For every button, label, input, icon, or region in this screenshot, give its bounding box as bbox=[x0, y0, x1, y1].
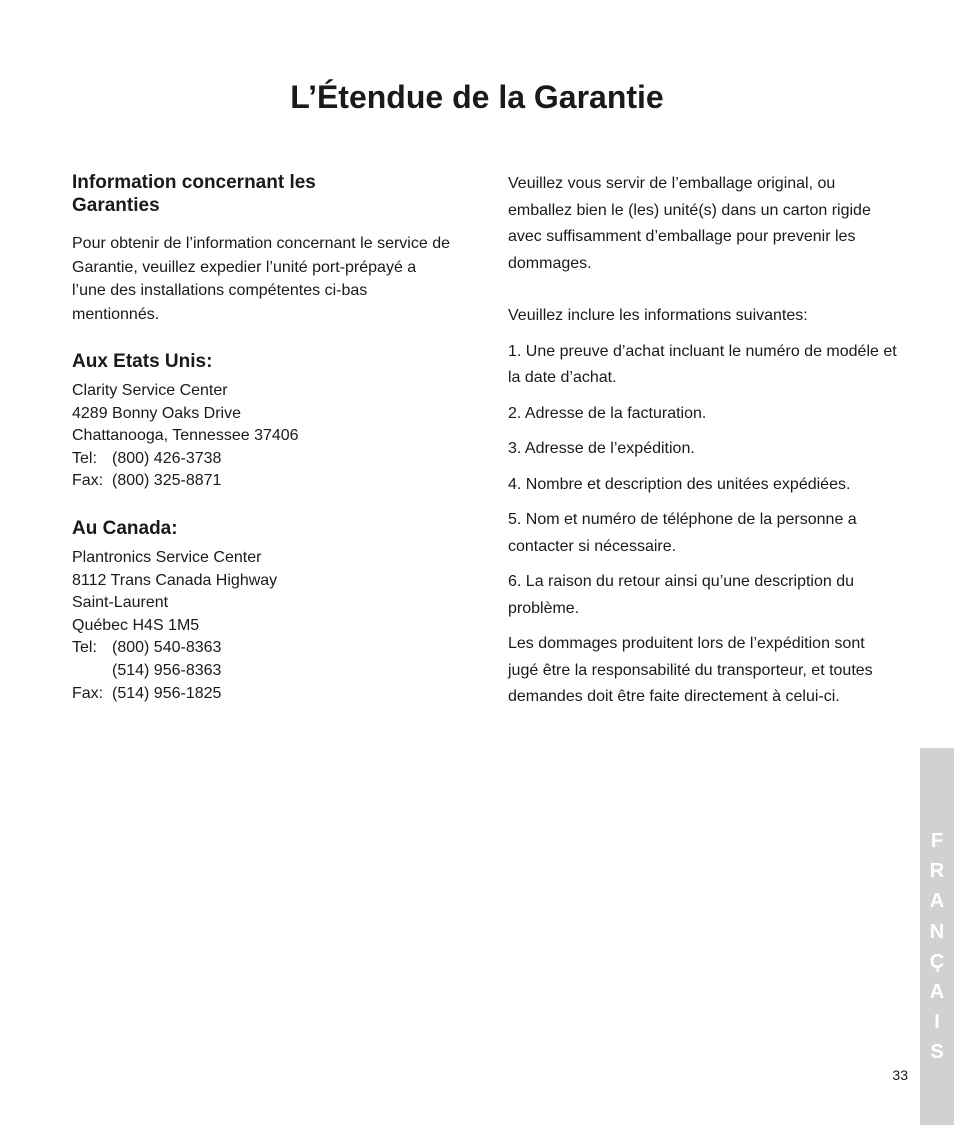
list-item: 2. Adresse de la facturation. bbox=[508, 404, 707, 422]
canada-fax-row bbox=[72, 683, 452, 706]
packing-instructions: Veuillez vous servir de l’emballage original, ou emballez bien le (les) unité(s) dans un carton rigide avec suffisamment d’emballage pour prevenir les dommages. bbox=[508, 175, 871, 272]
canada-tel-number-2: (514) 956-8363 bbox=[112, 661, 222, 679]
canada-address-line: Saint-Laurent bbox=[72, 594, 169, 612]
page-title: L’Étendue de la Garantie bbox=[290, 79, 664, 115]
damage-liability-text: Les dommages produitent lors de l’expédition sont jugé être la responsabilité du transporteur, et toutes demandes doit être faite directement à celui-ci. bbox=[508, 635, 873, 705]
us-address bbox=[72, 380, 452, 493]
us-address-line: 4289 Bonny Oaks Drive bbox=[72, 404, 241, 422]
canada-tel-label: Tel: bbox=[72, 639, 97, 657]
tab-letter: R bbox=[929, 860, 945, 883]
us-fax-row bbox=[72, 470, 452, 493]
canada-address bbox=[72, 547, 452, 705]
right-column bbox=[508, 171, 898, 711]
canada-tel-number: (800) 540-8363 bbox=[112, 639, 222, 657]
tab-letter: Ç bbox=[929, 950, 945, 973]
us-address-line: Clarity Service Center bbox=[72, 382, 228, 399]
tab-letter: N bbox=[929, 920, 945, 943]
warranty-info-heading: Information concernant les Garanties bbox=[72, 172, 316, 216]
us-address-line: Chattanooga, Tennessee 37406 bbox=[72, 427, 299, 445]
list-item: 1. Une preuve d’achat incluant le numéro de modéle et la date d’achat. bbox=[508, 342, 897, 386]
us-tel-row bbox=[72, 448, 452, 471]
tab-letter: S bbox=[930, 1041, 944, 1064]
tab-letter: A bbox=[929, 890, 945, 913]
canada-address-line: Plantronics Service Center bbox=[72, 548, 262, 566]
page-number: 33 bbox=[892, 1067, 908, 1083]
tab-letter: I bbox=[934, 1011, 940, 1034]
us-heading: Aux Etats Unis: bbox=[72, 351, 213, 372]
list-item: 3. Adresse de l’expédition. bbox=[508, 440, 695, 457]
canada-heading: Au Canada: bbox=[72, 517, 178, 539]
canada-tel-row bbox=[72, 637, 452, 660]
us-tel-number: (800) 426-3738 bbox=[112, 449, 222, 467]
list-item: 4. Nombre et description des unitées expédiées. bbox=[508, 475, 851, 493]
list-item: 5. Nom et numéro de téléphone de la personne a contacter si nécessaire. bbox=[508, 511, 857, 555]
tab-letter: F bbox=[930, 830, 944, 852]
us-fax-label: Fax: bbox=[72, 472, 104, 490]
canada-address-line: 8112 Trans Canada Highway bbox=[72, 571, 278, 589]
us-tel-label: Tel: bbox=[72, 449, 97, 467]
tab-letter: A bbox=[929, 981, 945, 1004]
canada-address-line: Québec H4S 1M5 bbox=[72, 616, 200, 634]
left-column bbox=[72, 171, 452, 705]
canada-fax-label: Fax: bbox=[72, 684, 104, 702]
canada-fax-number: (514) 956-1825 bbox=[112, 684, 222, 702]
us-fax-number: (800) 325-8871 bbox=[112, 472, 222, 490]
language-tab-label bbox=[920, 826, 954, 1068]
list-item: 6. La raison du retour ainsi qu’une description du problème. bbox=[508, 573, 854, 617]
warranty-info-text: Pour obtenir de l’information concernant le service de Garantie, veuillez expedier l’unité port-prépayé a l’une des installations compétentes ci-bas mentionnés. bbox=[72, 235, 450, 323]
include-intro: Veuillez inclure les informations suivantes: bbox=[508, 307, 808, 324]
language-side-tab bbox=[920, 748, 954, 1125]
